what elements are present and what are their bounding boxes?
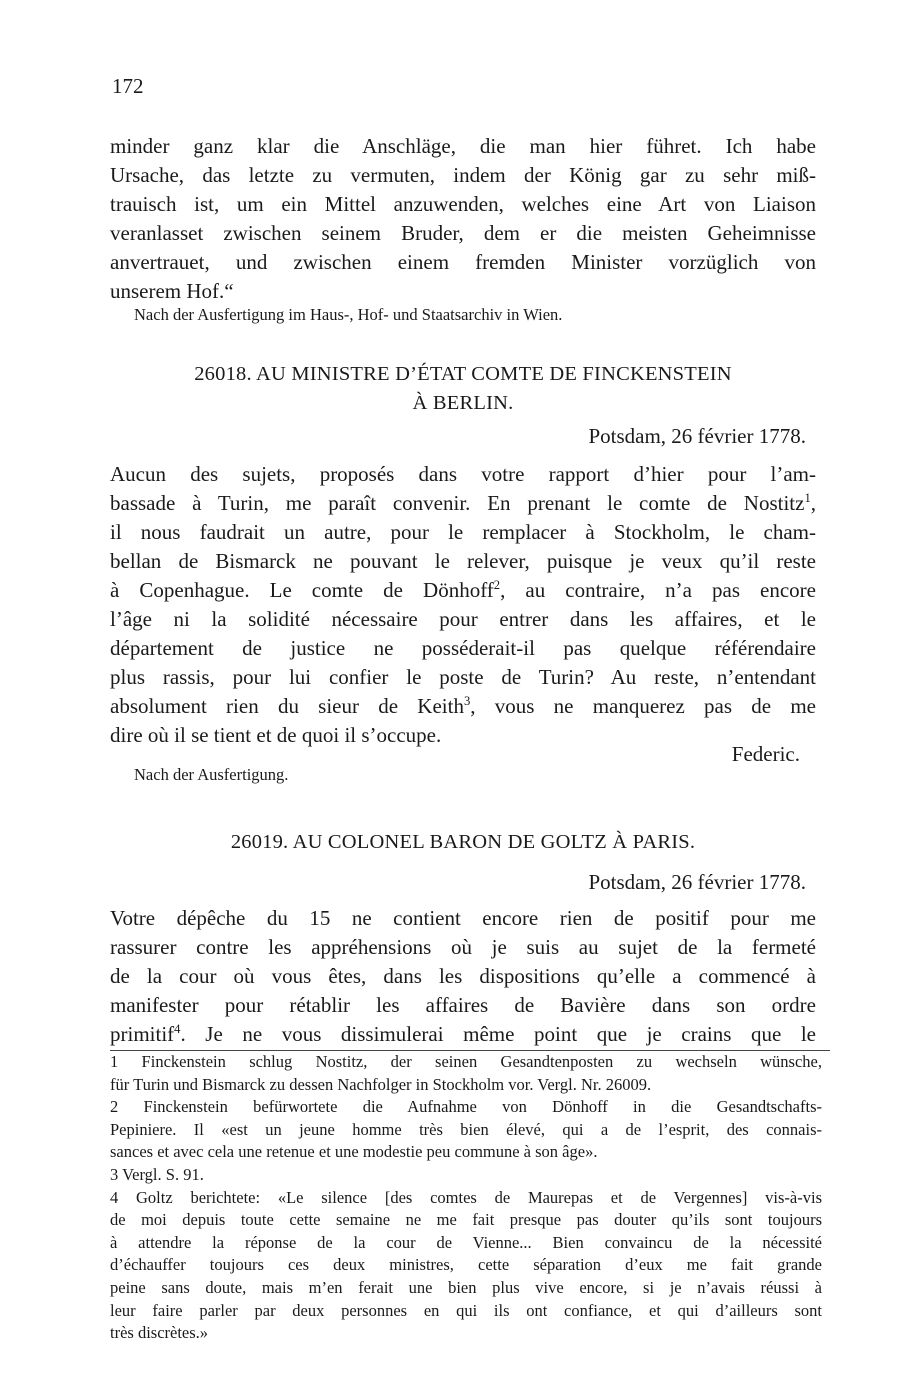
letter-body (110, 460, 816, 750)
source-note: Nach der Ausfertigung. (134, 765, 289, 784)
text-fragment: Je ne vous dissimulerai même point que je crains que le (205, 1022, 817, 1046)
footnote-line: 1 Finckenstein schlug Nostitz, der seinen Gesandtenposten zu wechseln wünsche, (110, 1052, 822, 1071)
footnote-line: d’échauffer toujours ces deux ministres, cette séparation d’eux me fait grande (110, 1255, 822, 1275)
footnote-marker: 2 (493, 578, 501, 592)
text-line: Ursache, das letzte zu vermuten, indem der König gar zu sehr miß- (110, 163, 816, 187)
footnote-line: 2 Finckenstein befürwortete die Aufnahme von Dönhoff in die Gesandtschafts- (110, 1097, 822, 1117)
footnote-line: 4 Goltz berichtete: «Le silence [des comtes de Maurepas et de Vergennes] vis-à-vis (110, 1187, 822, 1207)
text-line (110, 576, 816, 605)
letter-date: Potsdam, 26 février 1778. (588, 870, 806, 894)
text-line (110, 692, 816, 721)
text-line: Votre dépêche du 15 ne contient encore rien de positif pour me (110, 906, 816, 930)
heading-line: À BERLIN. (412, 392, 514, 414)
footnote-line: Pepiniere. Il «est un jeune homme très bien élevé, qui a de l’esprit, des connais- (110, 1119, 822, 1139)
text-line: il nous faudrait un autre, pour le remplacer à Stockholm, le cham- (110, 520, 816, 544)
text-line: l’âge ni la solidité nécessaire pour entrer dans les affaires, et le (110, 607, 816, 631)
letter-body (110, 904, 816, 1049)
footnote-line: à attendre la réponse de la cour de Vienne... Bien convaincu de la nécessité (110, 1232, 822, 1252)
footnote-line: leur faire parler par deux personnes en qui ils ont confiance, et qui d’ailleurs sont (110, 1300, 822, 1320)
heading-line: 26019. AU COLONEL BARON DE GOLTZ À PARIS. (230, 831, 696, 853)
text-line (110, 1020, 816, 1049)
text-line: veranlasset zwischen seinem Bruder, dem er die meisten Geheimnisse (110, 221, 816, 245)
text-fragment: , vous ne manquerez pas de me (470, 694, 816, 718)
footnote-marker: 1 (804, 491, 811, 505)
text-fragment: primitif (110, 1022, 175, 1046)
letter-heading (110, 828, 816, 857)
text-line: minder ganz klar die Anschläge, die man hier führet. Ich habe (110, 134, 816, 158)
letter-heading (110, 360, 816, 418)
text-line (110, 489, 816, 518)
text-line: rassurer contre les appréhensions où je suis au sujet de la fermeté (110, 935, 816, 959)
text-fragment: à Copenhague. Le comte de Dönhoff (110, 578, 494, 602)
page-number: 172 (112, 74, 144, 98)
text-line: département de justice ne posséderait-il pas quelque référendaire (110, 636, 816, 660)
footnote-marker: 4 (174, 1022, 181, 1036)
text-fragment: . (180, 1022, 206, 1046)
text-fragment: absolument rien du sieur de Keith (110, 694, 464, 718)
text-fragment: bassade à Turin, me paraît convenir. En prenant le comte de Nostitz (110, 491, 805, 515)
footnote-line: peine sans doute, mais m’en ferait une bien plus vive encore, si je n’avais réussi à (110, 1277, 822, 1297)
footnote-line: 3 Vergl. S. 91. (110, 1164, 204, 1184)
text-line: manifester pour rétablir les affaires de Bavière dans son ordre (110, 993, 816, 1017)
footnote-line: sances et avec cela une retenue et une modestie peu commune à son âge». (110, 1142, 598, 1162)
continuation-paragraph (110, 132, 816, 306)
text-line: trauisch ist, um ein Mittel anzuwenden, welches eine Art von Liaison (110, 192, 816, 216)
text-fragment: , au contraire, n’a pas encore (500, 578, 816, 602)
heading-line: 26018. AU MINISTRE D’ÉTAT COMTE DE FINCKENSTEIN (194, 363, 732, 385)
footnotes (110, 1051, 822, 1345)
footnote-line: für Turin und Bismarck zu dessen Nachfolger in Stockholm vor. Vergl. Nr. 26009. (110, 1074, 652, 1094)
text-line: Aucun des sujets, proposés dans votre rapport d’hier pour l’am- (110, 462, 816, 486)
text-line: plus rassis, pour lui confier le poste de Turin? Au reste, n’entendant (110, 665, 816, 689)
footnote-line: de moi depuis toute cette semaine ne me fait presque pas douter qu’ils sont toujours (110, 1210, 822, 1230)
signature: Federic. (731, 742, 800, 766)
text-fragment: , (810, 491, 816, 515)
source-note: Nach der Ausfertigung im Haus-, Hof- und Staatsarchiv in Wien. (134, 305, 563, 324)
text-line: dire où il se tient et de quoi il s’occupe. (110, 723, 442, 747)
footnote-marker: 3 (463, 694, 471, 708)
letter-date: Potsdam, 26 février 1778. (588, 424, 806, 448)
footnote-line: très discrètes.» (110, 1323, 209, 1343)
text-line: de la cour où vous êtes, dans les dispositions qu’elle a commencé à (110, 964, 816, 988)
text-line: anvertrauet, und zwischen einem fremden Minister vorzüglich von (110, 250, 816, 274)
text-line: unserem Hof.“ (110, 279, 234, 303)
text-line: bellan de Bismarck ne pouvant le relever, puisque je veux qu’il reste (110, 549, 816, 573)
